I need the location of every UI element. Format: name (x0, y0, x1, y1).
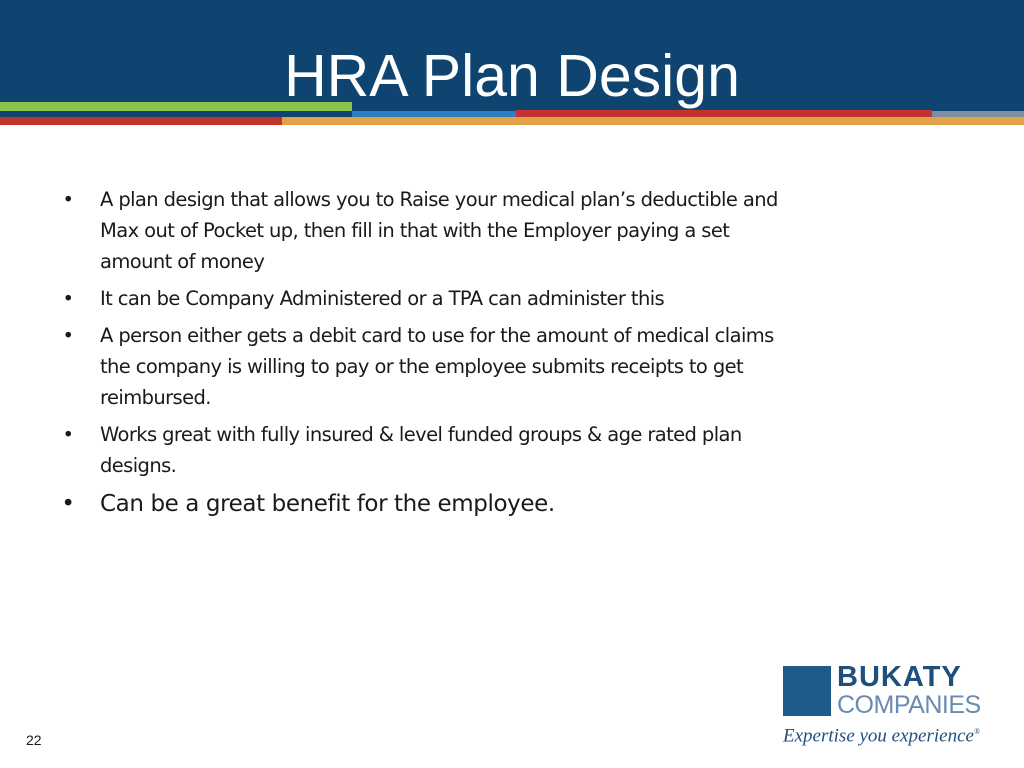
bullet-item (58, 320, 778, 413)
bullet-text: A plan design that allows you to Raise your medical plan’s deductible and Max out of Pocket up, then fill in that with the Employer paying a set amount of money (100, 188, 778, 273)
accent-stripe-orange (282, 117, 1024, 125)
bullet-text: Can be a great benefit for the employee. (100, 491, 555, 517)
logo-tagline (783, 721, 980, 747)
registered-mark: ® (973, 727, 981, 736)
bullet-dot-icon: • (62, 423, 74, 446)
logo-square-icon (783, 666, 831, 716)
bullet-list (58, 184, 778, 527)
company-logo (783, 661, 998, 747)
bullet-text: A person either gets a debit card to use for the amount of medical claims the company is willing to pay or the employee submits receipts to get reimbursed. (100, 324, 774, 409)
bullet-dot-icon: • (62, 287, 74, 310)
logo-name-bottom: COMPANIES (837, 691, 981, 719)
bullet-item (58, 184, 778, 277)
bullet-item (58, 419, 778, 481)
bullet-item (58, 283, 778, 314)
bullet-dot-icon: • (61, 491, 75, 517)
bullet-dot-icon: • (62, 188, 74, 211)
bullet-item (58, 487, 778, 521)
bullet-dot-icon: • (62, 324, 74, 347)
logo-name-top: BUKATY (837, 661, 962, 693)
slide-title: HRA Plan Design (284, 43, 740, 109)
page-number: 22 (26, 732, 42, 748)
bullet-text: It can be Company Administered or a TPA can administer this (100, 287, 665, 310)
accent-stripe-red-lower (0, 117, 282, 125)
bullet-text: Works great with fully insured & level funded groups & age rated plan designs. (100, 423, 742, 477)
logo-tagline-text: Expertise you experience (783, 725, 974, 747)
